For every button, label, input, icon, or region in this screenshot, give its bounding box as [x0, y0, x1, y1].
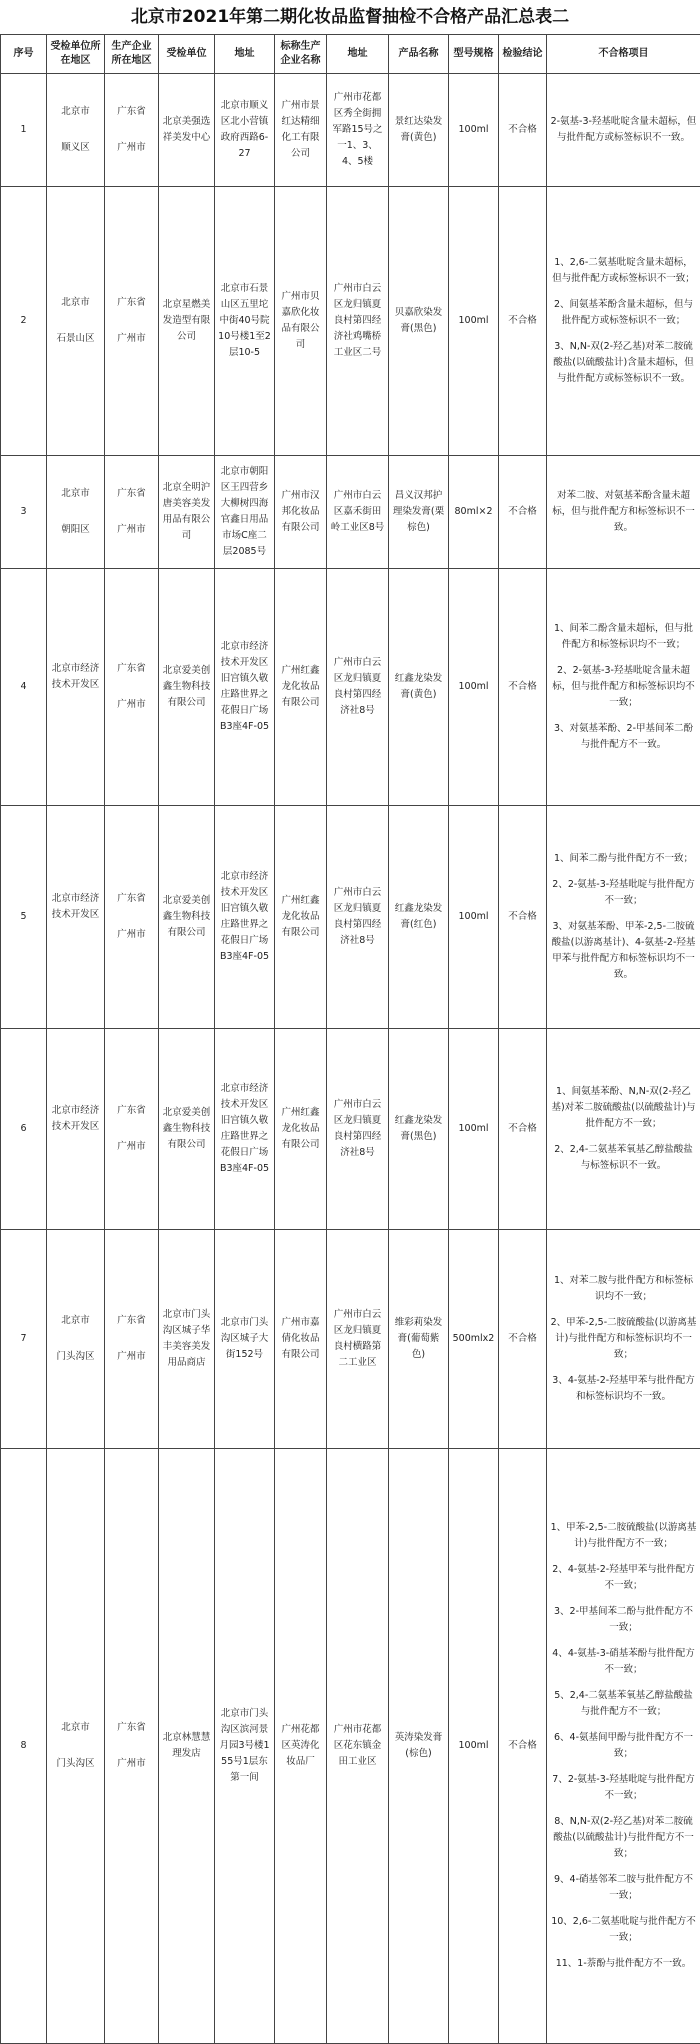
result-cell: 不合格	[499, 74, 547, 187]
producer-region-cell	[105, 187, 159, 456]
producer-region-province: 广东省	[108, 891, 155, 907]
inspected-region-cell	[47, 74, 105, 187]
defect-item: 1、甲苯-2,5-二胺硫酸盐(以游离基计)与批件配方不一致；	[550, 1520, 697, 1552]
inspected-region-district: 石景山区	[50, 331, 101, 347]
product-cell: 红鑫龙染发膏(黑色)	[389, 1029, 449, 1230]
inspected-region-cell	[47, 806, 105, 1029]
inspected-unit-cell: 北京爱美创鑫生物科技有限公司	[159, 1029, 215, 1230]
defect-item: 1、间氨基苯酚、N,N-双(2-羟乙基)对苯二胺硫酸盐(以硫酸盐计)与批件配方不一致；	[550, 1084, 697, 1132]
inspected-region-province: 北京市	[50, 1313, 101, 1329]
table-row	[1, 569, 700, 806]
defect-items-cell	[547, 187, 700, 456]
inspected-region-cell	[47, 1029, 105, 1230]
header-cell: 产品名称	[389, 35, 449, 74]
header-cell: 检验结论	[499, 35, 547, 74]
inspected-unit-cell: 北京市门头沟区城子华丰美容美发用品商店	[159, 1230, 215, 1449]
defect-items-cell	[547, 1029, 700, 1230]
producer-region-district: 广州市	[108, 522, 155, 538]
inspected-region-cell	[47, 1230, 105, 1449]
producer-region-cell	[105, 1029, 159, 1230]
producer-region-district: 广州市	[108, 1349, 155, 1365]
result-cell: 不合格	[499, 806, 547, 1029]
inspected-region-province: 北京市经济技术开发区	[50, 1103, 101, 1135]
inspected-region-province: 北京市	[50, 1720, 101, 1736]
producer-region-province: 广东省	[108, 1720, 155, 1736]
producer-name-cell: 广州市贝嘉欣化妆品有限公司	[275, 187, 327, 456]
spec-cell: 100ml	[449, 569, 499, 806]
defect-item: 7、2-氨基-3-羟基吡啶与批件配方不一致；	[550, 1772, 697, 1804]
defect-item: 1、间苯二酚含量未超标，但与批件配方和标签标识均不一致；	[550, 621, 697, 653]
defect-item: 4、4-氨基-3-硝基苯酚与批件配方不一致；	[550, 1646, 697, 1678]
no-cell: 1	[1, 74, 47, 187]
defect-item: 2、4-氨基-2-羟基甲苯与批件配方不一致；	[550, 1562, 697, 1594]
defect-item: 对苯二胺、对氨基苯酚含量未超标，但与批件配方和标签标识不一致。	[550, 488, 697, 536]
producer-address-cell: 广州市白云区龙归镇夏良村第四经济社8号	[327, 1029, 389, 1230]
result-cell: 不合格	[499, 569, 547, 806]
inspected-region-cell	[47, 569, 105, 806]
page-title: 北京市2021年第二期化妆品监督抽检不合格产品汇总表二	[0, 0, 700, 34]
defect-item: 2、2,4-二氨基苯氧基乙醇盐酸盐与标签标识不一致。	[550, 1142, 697, 1174]
producer-address-cell: 广州市花都区花东镇金田工业区	[327, 1449, 389, 2044]
header-cell: 受检单位	[159, 35, 215, 74]
producer-name-cell: 广州红鑫龙化妆品有限公司	[275, 806, 327, 1029]
inspected-unit-cell: 北京林慧慧理发店	[159, 1449, 215, 2044]
no-cell: 5	[1, 806, 47, 1029]
no-cell: 3	[1, 456, 47, 569]
inspected-region-province: 北京市经济技术开发区	[50, 661, 101, 693]
producer-region-district: 广州市	[108, 1139, 155, 1155]
defect-item: 1、对苯二胺与批件配方和标签标识均不一致；	[550, 1273, 697, 1305]
inspected-region-district: 顺义区	[50, 140, 101, 156]
producer-name-cell: 广州红鑫龙化妆品有限公司	[275, 1029, 327, 1230]
product-cell: 英涛染发膏(棕色)	[389, 1449, 449, 2044]
product-cell: 维彩莉染发膏(葡萄紫色)	[389, 1230, 449, 1449]
header-cell: 不合格项目	[547, 35, 700, 74]
no-cell: 4	[1, 569, 47, 806]
inspected-address-cell: 北京市经济技术开发区旧宫镇久敬庄路世界之花假日广场B3座4F-05	[215, 806, 275, 1029]
table-row	[1, 806, 700, 1029]
inspected-unit-cell: 北京爱美创鑫生物科技有限公司	[159, 806, 215, 1029]
defect-item: 2、间氨基苯酚含量未超标，但与批件配方或标签标识不一致；	[550, 297, 697, 329]
product-cell: 红鑫龙染发膏(黄色)	[389, 569, 449, 806]
product-cell: 贝嘉欣染发膏(黑色)	[389, 187, 449, 456]
producer-address-cell: 广州市白云区龙归镇夏良村第四经济社鸡嘴桥工业区二号	[327, 187, 389, 456]
producer-address-cell: 广州市白云区龙归镇夏良村第四经济社8号	[327, 806, 389, 1029]
defect-items-cell	[547, 1230, 700, 1449]
producer-region-cell	[105, 1449, 159, 2044]
inspected-unit-cell: 北京爱美创鑫生物科技有限公司	[159, 569, 215, 806]
defect-item: 2、2-氨基-3-羟基吡啶与批件配方不一致；	[550, 877, 697, 909]
defect-item: 8、N,N-双(2-羟乙基)对苯二胺硫酸盐(以硫酸盐计)与批件配方不一致；	[550, 1814, 697, 1862]
inspected-address-cell: 北京市石景山区五里坨中街40号院10号楼1至2层10-5	[215, 187, 275, 456]
spec-cell: 100ml	[449, 1029, 499, 1230]
header-cell: 型号规格	[449, 35, 499, 74]
result-cell: 不合格	[499, 1029, 547, 1230]
no-cell: 6	[1, 1029, 47, 1230]
producer-region-province: 广东省	[108, 104, 155, 120]
header-cell: 受检单位所在地区	[47, 35, 105, 74]
producer-region-cell	[105, 806, 159, 1029]
table-row	[1, 1029, 700, 1230]
inspected-address-cell: 北京市门头沟区城子大街152号	[215, 1230, 275, 1449]
producer-region-district: 广州市	[108, 697, 155, 713]
producer-region-cell	[105, 74, 159, 187]
table-row	[1, 187, 700, 456]
inspected-region-cell	[47, 187, 105, 456]
defect-item: 1、间苯二酚与批件配方不一致；	[550, 851, 697, 867]
inspected-region-district: 朝阳区	[50, 522, 101, 538]
table-row	[1, 74, 700, 187]
defect-item: 3、2-甲基间苯二酚与批件配方不一致；	[550, 1604, 697, 1636]
inspected-region-district: 门头沟区	[50, 1756, 101, 1772]
producer-region-province: 广东省	[108, 1103, 155, 1119]
no-cell: 7	[1, 1230, 47, 1449]
inspected-region-district: 门头沟区	[50, 1349, 101, 1365]
defect-item: 6、4-氨基间甲酚与批件配方不一致；	[550, 1730, 697, 1762]
spec-cell: 80ml×2	[449, 456, 499, 569]
spec-cell: 100ml	[449, 74, 499, 187]
header-cell: 序号	[1, 35, 47, 74]
inspected-address-cell: 北京市朝阳区王四营乡大柳树四海官鑫日用品市场C座二层2085号	[215, 456, 275, 569]
result-cell: 不合格	[499, 187, 547, 456]
spec-cell: 100ml	[449, 806, 499, 1029]
header-cell: 地址	[215, 35, 275, 74]
defect-items-cell	[547, 806, 700, 1029]
defect-item: 2、甲苯-2,5-二胺硫酸盐(以游离基计)与批件配方和标签标识均不一致；	[550, 1315, 697, 1363]
inspected-address-cell: 北京市顺义区北小营镇政府西路6-27	[215, 74, 275, 187]
no-cell: 8	[1, 1449, 47, 2044]
producer-region-district: 广州市	[108, 1756, 155, 1772]
inspected-region-province: 北京市	[50, 295, 101, 311]
report-table	[0, 34, 700, 2044]
producer-name-cell: 广州花都区英涛化妆品厂	[275, 1449, 327, 2044]
defect-item: 2-氨基-3-羟基吡啶含量未超标，但与批件配方或标签标识不一致。	[550, 114, 697, 146]
inspected-region-cell	[47, 1449, 105, 2044]
header-cell: 标称生产企业名称	[275, 35, 327, 74]
producer-name-cell: 广州市汉邦化妆品有限公司	[275, 456, 327, 569]
producer-region-province: 广东省	[108, 1313, 155, 1329]
defect-item: 1、2,6-二氨基吡啶含量未超标，但与批件配方或标签标识不一致；	[550, 255, 697, 287]
table-row	[1, 1230, 700, 1449]
defect-item: 11、1-萘酚与批件配方不一致。	[550, 1956, 697, 1972]
producer-region-province: 广东省	[108, 295, 155, 311]
producer-name-cell: 广州市嘉倩化妆品有限公司	[275, 1230, 327, 1449]
inspected-address-cell: 北京市门头沟区滨河景月园3号楼155号1层东第一间	[215, 1449, 275, 2044]
defect-items-cell	[547, 569, 700, 806]
producer-region-province: 广东省	[108, 661, 155, 677]
producer-region-cell	[105, 569, 159, 806]
defect-item: 10、2,6-二氨基吡啶与批件配方不一致；	[550, 1914, 697, 1946]
header-cell: 地址	[327, 35, 389, 74]
spec-cell: 100ml	[449, 1449, 499, 2044]
inspected-unit-cell: 北京美强选祥美发中心	[159, 74, 215, 187]
defect-item: 3、N,N-双(2-羟乙基)对苯二胺硫酸盐(以硫酸盐计)含量未超标，但与批件配方或标签标识不一致。	[550, 339, 697, 387]
spec-cell: 500mlx2	[449, 1230, 499, 1449]
inspected-address-cell: 北京市经济技术开发区旧宫镇久敬庄路世界之花假日广场B3座4F-05	[215, 1029, 275, 1230]
producer-region-district: 广州市	[108, 927, 155, 943]
product-cell: 红鑫龙染发膏(红色)	[389, 806, 449, 1029]
producer-region-district: 广州市	[108, 331, 155, 347]
product-cell: 昌义汉邦护理染发膏(栗棕色)	[389, 456, 449, 569]
inspected-address-cell: 北京市经济技术开发区旧宫镇久敬庄路世界之花假日广场B3座4F-05	[215, 569, 275, 806]
producer-region-cell	[105, 456, 159, 569]
producer-address-cell: 广州市白云区嘉禾街田岭工业区8号	[327, 456, 389, 569]
producer-region-province: 广东省	[108, 486, 155, 502]
result-cell: 不合格	[499, 1230, 547, 1449]
defect-item: 2、2-氨基-3-羟基吡啶含量未超标，但与批件配方和标签标识均不一致；	[550, 663, 697, 711]
table-header-row	[1, 35, 700, 74]
defect-item: 3、4-氨基-2-羟基甲苯与批件配方和标签标识均不一致。	[550, 1373, 697, 1405]
inspected-region-province: 北京市	[50, 486, 101, 502]
inspected-unit-cell: 北京全明沪唐美容美发用品有限公司	[159, 456, 215, 569]
defect-item: 3、对氨基苯酚、2-甲基间苯二酚与批件配方不一致。	[550, 721, 697, 753]
producer-address-cell: 广州市白云区龙归镇夏良村第四经济社8号	[327, 569, 389, 806]
no-cell: 2	[1, 187, 47, 456]
inspected-region-province: 北京市经济技术开发区	[50, 891, 101, 923]
defect-items-cell	[547, 456, 700, 569]
product-cell: 景红达染发膏(黄色)	[389, 74, 449, 187]
result-cell: 不合格	[499, 1449, 547, 2044]
producer-region-cell	[105, 1230, 159, 1449]
result-cell: 不合格	[499, 456, 547, 569]
producer-name-cell: 广州市景红达精细化工有限公司	[275, 74, 327, 187]
defect-items-cell	[547, 74, 700, 187]
spec-cell: 100ml	[449, 187, 499, 456]
table-row	[1, 1449, 700, 2044]
inspected-region-cell	[47, 456, 105, 569]
defect-item: 9、4-硝基邻苯二胺与批件配方不一致；	[550, 1872, 697, 1904]
inspected-unit-cell: 北京星燃美发造型有限公司	[159, 187, 215, 456]
defect-item: 3、对氨基苯酚、甲苯-2,5-二胺硫酸盐(以游离基计)、4-氨基-2-羟基甲苯与批件配方和标签标识均不一致。	[550, 919, 697, 983]
inspected-region-province: 北京市	[50, 104, 101, 120]
producer-region-district: 广州市	[108, 140, 155, 156]
producer-address-cell: 广州市白云区龙归镇夏良村横路第二工业区	[327, 1230, 389, 1449]
defect-items-cell	[547, 1449, 700, 2044]
defect-item: 5、2,4-二氨基苯氧基乙醇盐酸盐与批件配方不一致；	[550, 1688, 697, 1720]
header-cell: 生产企业所在地区	[105, 35, 159, 74]
table-row	[1, 456, 700, 569]
producer-name-cell: 广州红鑫龙化妆品有限公司	[275, 569, 327, 806]
producer-address-cell: 广州市花都区秀全街拥军路15号之一1、3、4、5楼	[327, 74, 389, 187]
